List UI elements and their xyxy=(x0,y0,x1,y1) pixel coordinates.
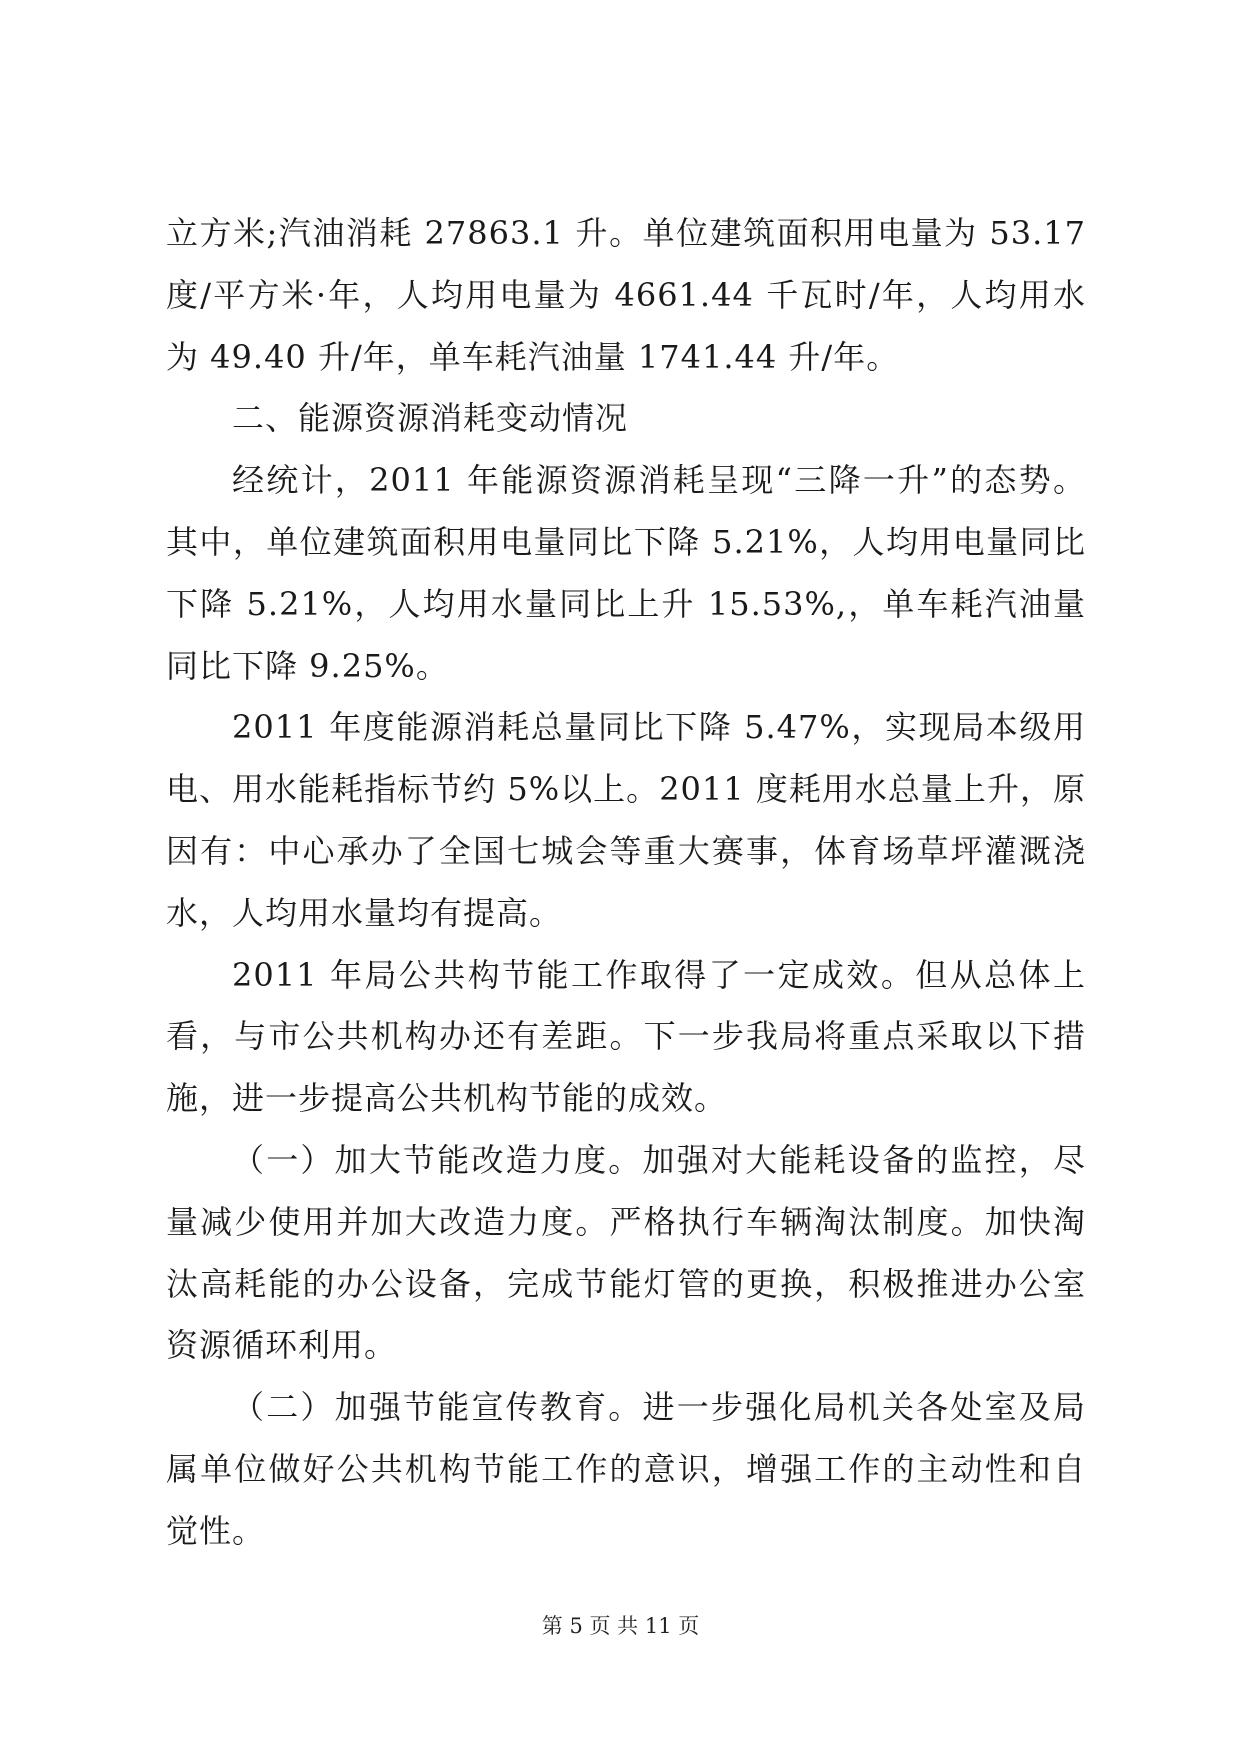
paragraph-statistics-trend: 经统计，2011 年能源资源消耗呈现“三降一升”的态势。其中，单位建筑面积用电量同比下降 5.21%，人均用电量同比下降 5.21%，人均用水量同比上升 15.53%,，单车耗汽油量同比下降 9.25%。 xyxy=(166,461,1086,685)
paragraph-measure-two: （二）加强节能宣传教育。进一步强化局机关各处室及局属单位做好公共机构节能工作的意识，增强工作的主动性和自觉性。 xyxy=(166,1388,1086,1550)
section-heading-consumption-changes: 二、能源资源消耗变动情况 xyxy=(232,399,629,438)
document-body xyxy=(166,203,1086,1563)
paragraph-next-steps: 2011 年局公共构节能工作取得了一定成效。但从总体上看，与市公共机构办还有差距。下一步我局将重点采取以下措施，进一步提高公共机构节能的成效。 xyxy=(166,955,1086,1118)
paragraph-total-consumption: 2011 年度能源消耗总量同比下降 5.47%，实现局本级用电、用水能耗指标节约 5%以上。2011 度耗用水总量上升，原因有：中心承办了全国七城会等重大赛事，体育场草坪灌溉浇水，人均用水量均有提高。 xyxy=(166,708,1086,932)
paragraph-measure-one: （一）加大节能改造力度。加强对大能耗设备的监控，尽量减少使用并加大改造力度。严格执行车辆淘汰制度。加快淘汰高耗能的办公设备，完成节能灯管的更换，积极推进办公室资源循环利用。 xyxy=(166,1140,1086,1365)
paragraph-consumption-summary: 立方米;汽油消耗 27863.1 升。单位建筑面积用电量为 53.17 度/平方米·年，人均用电量为 4661.44 千瓦时/年，人均用水为 49.40 升/年，单车耗汽油量 1741.44 升/年。 xyxy=(166,214,1086,376)
page-number-footer: 第 5 页 共 11 页 xyxy=(541,1614,700,1638)
